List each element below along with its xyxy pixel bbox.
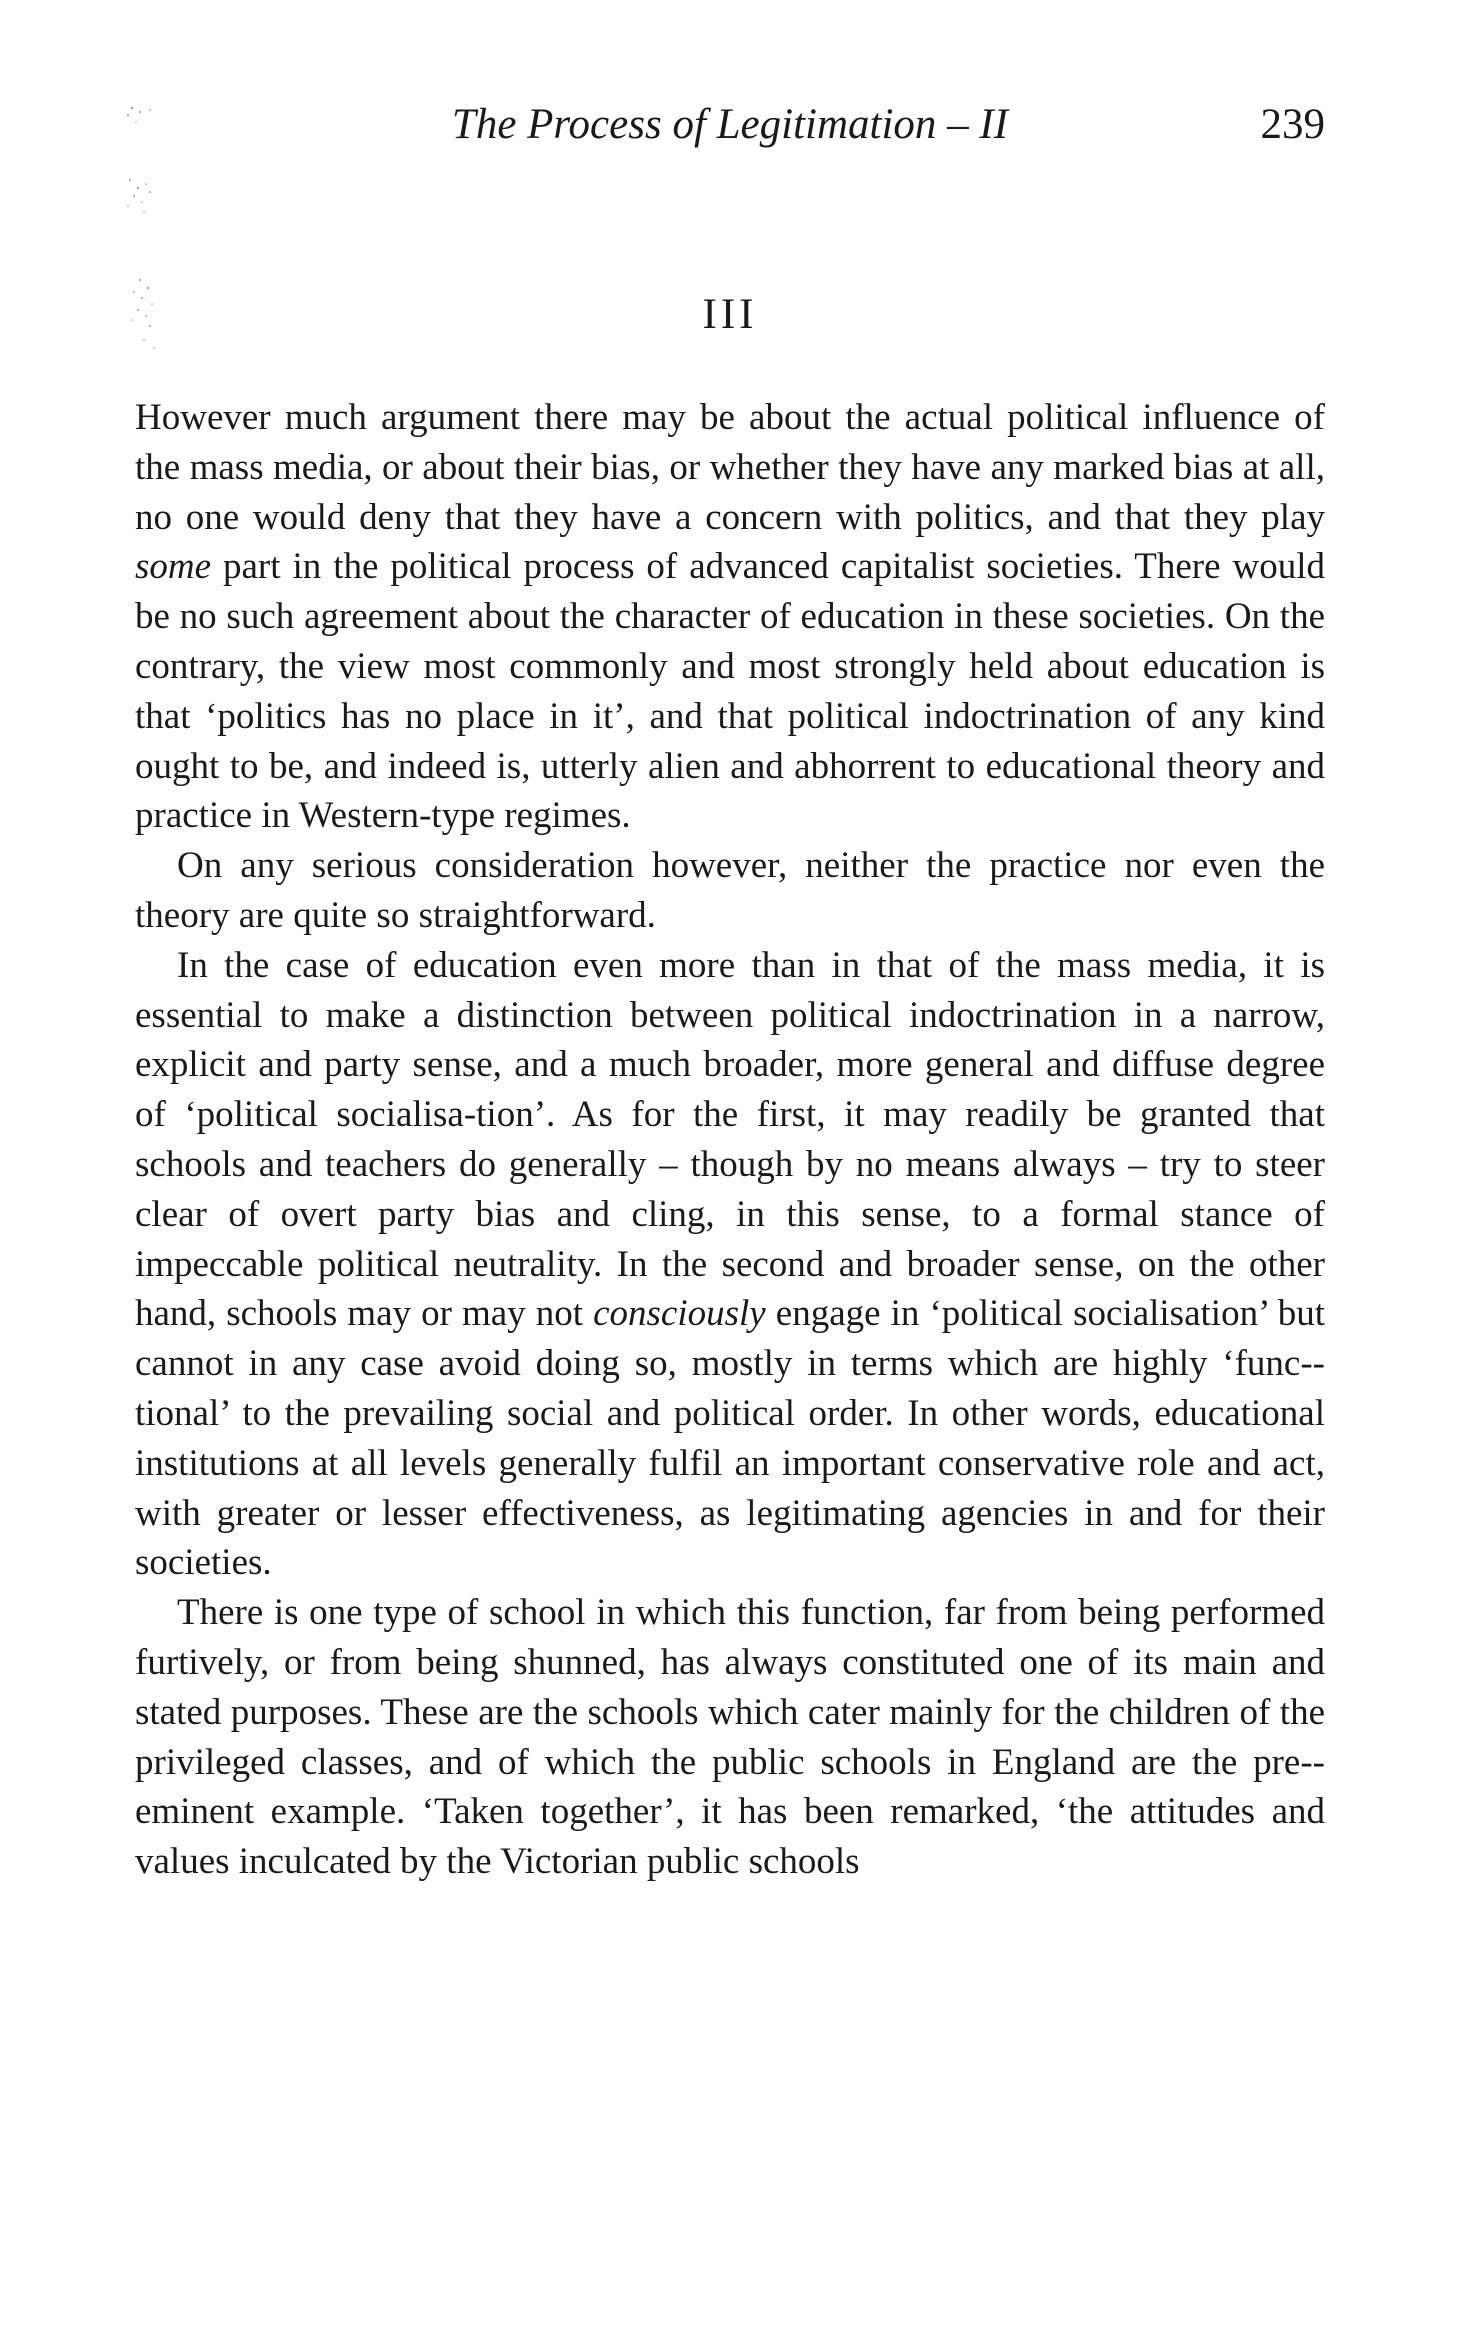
- section-heading: III: [702, 291, 758, 338]
- page-number: 239: [1260, 101, 1325, 148]
- emphasis-consciously: consciously: [593, 1293, 766, 1335]
- body-text: [135, 393, 1325, 1887]
- emphasis-some: some: [135, 546, 212, 588]
- paragraph-1: However much argument there may be about the actual political influence of the mass media, or about their bias, or whether they have any marked bias at all, no one would deny that they have a concern with politics, and that they play some part in the political process of advanced capitalist societies. There would be no such agreement about the character of education in these societies. On the contrary, the view most commonly and most strongly held about education is that ‘politics has no place in it’, and that political indoctrination of any kind ought to be, and indeed is, utterly alien and abhorrent to educational theory and practice in Western-type regimes.: [135, 397, 1325, 837]
- running-head: [135, 95, 1325, 155]
- running-title: The Process of Legitimation – II: [451, 101, 1009, 148]
- paragraph-4: There is one type of school in which this function, far from being performed furtively, or from being shunned, has always constituted one of its main and stated purposes. These are the schools which cater mainly for the children of the privileged classes, and of which the public schools in England are the pre-eminent example. ‘Taken together’, it has been remarked, ‘the attitudes and values inculcated by the Victorian public schools: [135, 1592, 1325, 1883]
- paragraph-3: In the case of education even more than in that of the mass media, it is essential to make a distinction between political indoctrination in a narrow, explicit and party sense, and a much broader, more general and diffuse degree of ‘political socialisa-tion’. As for the first, it may readily be granted that schools and teachers do generally – though by no means always – try to steer clear of overt party bias and cling, in this sense, to a formal stance of impeccable political neutrality. In the second and broader sense, on the other hand, schools may or may not consciously engage in ‘political socialisation’ but cannot in any case avoid doing so, mostly in terms which are highly ‘func-tional’ to the prevailing social and political order. In other words, educational institutions at all levels generally fulfil an important conservative role and act, with greater or lesser effectiveness, as legitimating agencies in and for their societies.: [135, 944, 1325, 1584]
- paragraph-2: On any serious consideration however, neither the practice nor even the theory are quite so straightforward.: [135, 845, 1325, 936]
